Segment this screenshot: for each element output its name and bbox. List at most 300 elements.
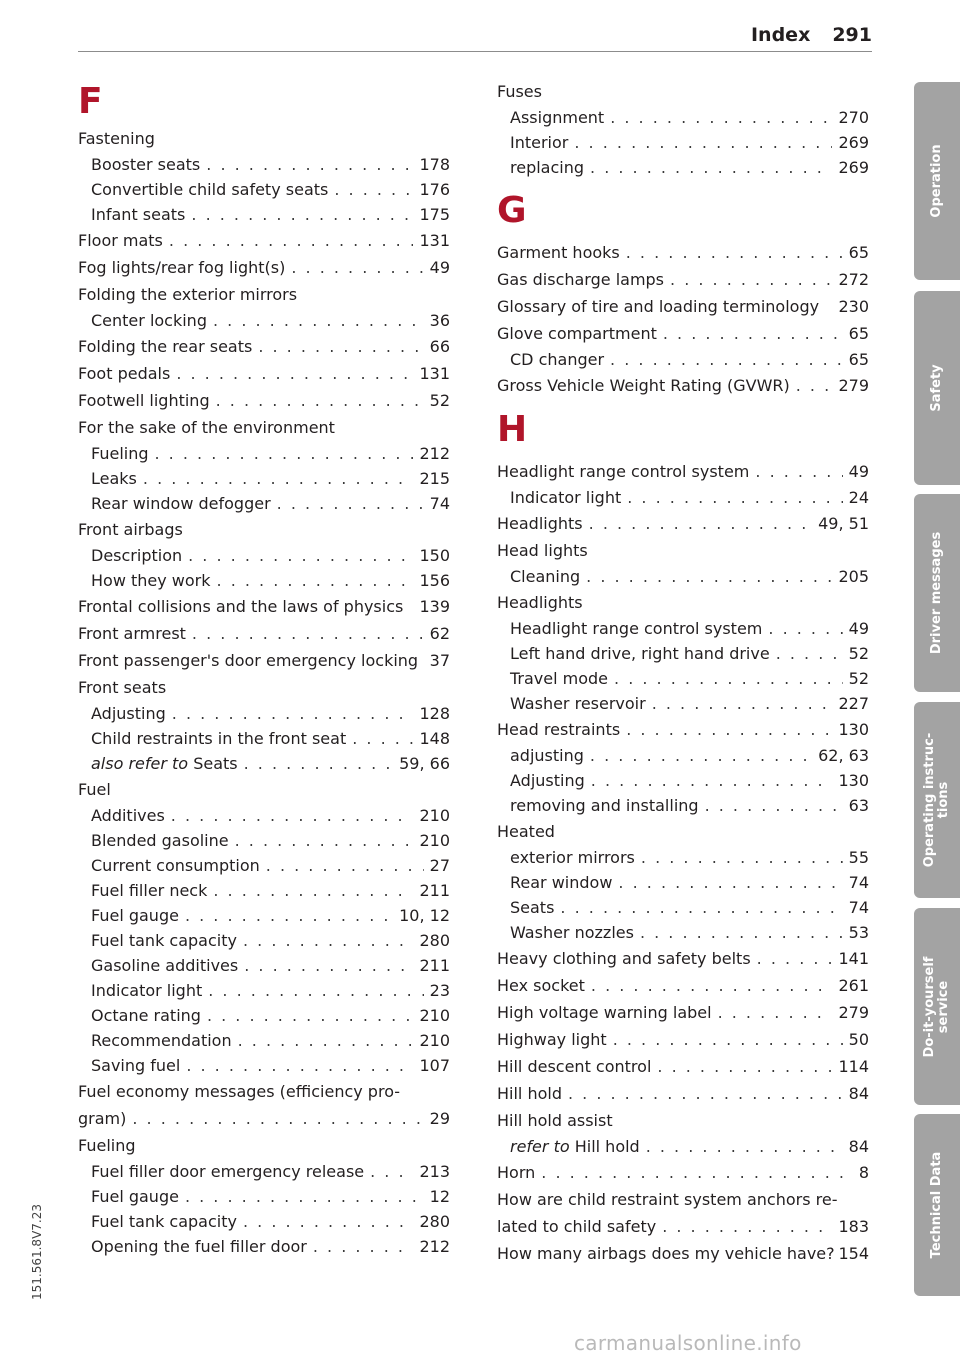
entry-text: exterior mirrors xyxy=(510,848,635,867)
page-reference[interactable]: 210 xyxy=(419,1006,450,1025)
dot-leader xyxy=(641,845,843,870)
page-reference[interactable]: 10, 12 xyxy=(399,906,450,925)
page-reference[interactable]: 139 xyxy=(419,597,450,616)
entry-label xyxy=(91,803,165,828)
entry-text: Headlight range control system xyxy=(497,462,750,481)
entry-text: Hill hold xyxy=(497,1084,562,1103)
section-tab[interactable] xyxy=(914,1114,960,1296)
page-reference[interactable]: 36 xyxy=(429,311,450,330)
entry-text: Folding the exterior mirrors xyxy=(78,285,298,304)
index-subentry xyxy=(497,1134,869,1159)
entry-text: Headlights xyxy=(497,593,583,612)
dot-leader xyxy=(313,1234,414,1259)
page-reference[interactable]: 8 xyxy=(858,1163,869,1182)
page-reference[interactable]: 84 xyxy=(848,1084,869,1103)
page-reference[interactable]: 114 xyxy=(838,1057,869,1076)
page-reference[interactable]: 74 xyxy=(429,494,450,513)
page-reference[interactable]: 230 xyxy=(838,297,869,316)
entry-text: Rear window defogger xyxy=(91,494,271,513)
page-reference[interactable]: 269 xyxy=(838,133,869,152)
index-entry xyxy=(78,647,450,674)
entry-text: Front passenger's door emergency locking xyxy=(78,651,419,670)
dot-leader xyxy=(243,1209,413,1234)
index-subentry xyxy=(497,564,869,589)
dot-leader xyxy=(591,972,833,999)
entry-label xyxy=(510,347,604,372)
index-entry xyxy=(497,1080,869,1107)
entry-text: Indicator light xyxy=(510,488,622,507)
page-reference[interactable]: 37 xyxy=(429,651,450,670)
index-subentry xyxy=(78,853,450,878)
entry-text: Washer reservoir xyxy=(510,694,646,713)
page-reference[interactable]: 52 xyxy=(429,391,450,410)
entry-text: Center locking xyxy=(91,311,207,330)
index-entry xyxy=(497,972,869,999)
entry-text: lated to child safety xyxy=(497,1217,657,1236)
entry-text: High voltage warning label xyxy=(497,1003,712,1022)
page-reference[interactable]: 215 xyxy=(419,469,450,488)
page-reference[interactable]: 131 xyxy=(419,231,450,250)
dot-leader xyxy=(586,564,832,589)
dot-leader xyxy=(705,793,843,818)
dot-leader xyxy=(186,1053,413,1078)
entry-text: Footwell lighting xyxy=(78,391,210,410)
entry-text: Seats xyxy=(510,898,555,917)
entry-label xyxy=(91,466,137,491)
entry-text: Interior xyxy=(510,133,569,152)
dot-leader xyxy=(614,666,843,691)
section-tab-label: Operation xyxy=(929,144,944,218)
entry-text: Horn xyxy=(497,1163,536,1182)
running-header xyxy=(751,24,872,46)
index-subentry xyxy=(497,485,869,510)
index-entry xyxy=(78,333,450,360)
entry-text: Folding the rear seats xyxy=(78,337,253,356)
entry-label xyxy=(91,726,346,751)
entry-text: Garment hooks xyxy=(497,243,620,262)
page-reference[interactable]: 66 xyxy=(429,337,450,356)
dot-leader xyxy=(244,953,413,978)
index-subentry xyxy=(78,543,450,568)
page-reference[interactable]: 107 xyxy=(419,1056,450,1075)
dot-leader xyxy=(143,466,414,491)
page-reference[interactable]: 52 xyxy=(848,669,869,688)
entry-label xyxy=(510,768,585,793)
dot-leader xyxy=(213,878,413,903)
dot-leader xyxy=(155,441,414,466)
dot-leader xyxy=(188,543,413,568)
page-reference[interactable]: 27 xyxy=(429,856,450,875)
entry-text: Assignment xyxy=(510,108,605,127)
entry-text: Child restraints in the front seat xyxy=(91,729,347,748)
dot-leader xyxy=(258,333,423,360)
entry-label xyxy=(91,878,207,903)
entry-label xyxy=(497,510,583,537)
dot-leader xyxy=(652,691,833,716)
index-subentry xyxy=(497,641,869,666)
entry-label xyxy=(78,1132,136,1159)
page-number: 291 xyxy=(832,24,872,46)
entry-label xyxy=(497,589,583,616)
entry-label xyxy=(78,227,163,254)
page-reference[interactable]: 154 xyxy=(838,1244,869,1263)
entry-text: Gross Vehicle Weight Rating (GVWR) xyxy=(497,376,790,395)
page-reference[interactable]: 272 xyxy=(838,270,869,289)
entry-label xyxy=(78,360,170,387)
entry-label xyxy=(91,828,229,853)
entry-text: Current consumption xyxy=(91,856,260,875)
page-reference[interactable]: 52 xyxy=(848,644,869,663)
section-tab[interactable] xyxy=(914,908,960,1105)
index-subentry xyxy=(497,743,869,768)
index-entry xyxy=(497,239,869,266)
page-reference[interactable]: 212 xyxy=(419,444,450,463)
document-code: 151.561.8V7.23 xyxy=(30,1204,44,1300)
entry-text: adjusting xyxy=(510,746,584,765)
entry-label xyxy=(78,620,186,647)
dot-leader xyxy=(207,1003,414,1028)
dot-leader xyxy=(176,360,413,387)
dot-leader xyxy=(370,1159,413,1184)
page-reference[interactable]: 62, 63 xyxy=(818,746,869,765)
entry-text: Rear window xyxy=(510,873,613,892)
entry-text: Description xyxy=(91,546,183,565)
entry-label xyxy=(91,1053,180,1078)
entry-text: Washer nozzles xyxy=(510,923,634,942)
dot-leader xyxy=(757,945,833,972)
dot-leader xyxy=(626,716,832,743)
page-reference[interactable]: 24 xyxy=(848,488,869,507)
index-subentry xyxy=(78,1209,450,1234)
entry-label xyxy=(91,928,237,953)
page-reference[interactable]: 212 xyxy=(419,1237,450,1256)
header-rule xyxy=(78,51,872,52)
entry-text: Fuel gauge xyxy=(91,906,179,925)
index-subentry xyxy=(78,878,450,903)
page-reference[interactable]: 128 xyxy=(419,704,450,723)
dot-leader xyxy=(618,870,842,895)
entry-label xyxy=(78,1105,126,1132)
entry-text: Leaks xyxy=(91,469,137,488)
index-subentry xyxy=(78,1234,450,1259)
index-entry xyxy=(497,266,869,293)
page-reference[interactable]: 227 xyxy=(838,694,869,713)
section-letter: F xyxy=(78,81,103,122)
index-entry xyxy=(497,458,869,485)
entry-label xyxy=(497,537,588,564)
entry-label xyxy=(497,1240,835,1267)
index-entry xyxy=(497,1186,869,1213)
entry-text: CD changer xyxy=(510,350,605,369)
index-subentry xyxy=(497,920,869,945)
entry-label xyxy=(91,1028,232,1053)
entry-text: How many airbags does my vehicle have? xyxy=(497,1244,835,1263)
page-reference[interactable]: 53 xyxy=(848,923,869,942)
index-subentry xyxy=(78,177,450,202)
index-entry xyxy=(497,510,869,537)
page-reference[interactable]: 59, 66 xyxy=(399,754,450,773)
dot-leader xyxy=(590,155,832,180)
entry-label xyxy=(78,333,252,360)
entry-label xyxy=(91,491,271,516)
page-reference[interactable]: 55 xyxy=(848,848,869,867)
dot-leader xyxy=(191,202,413,227)
page-reference[interactable]: 130 xyxy=(838,771,869,790)
entry-text: Hill hold xyxy=(574,1137,640,1156)
page-reference[interactable]: 210 xyxy=(419,806,450,825)
entry-label xyxy=(78,254,285,281)
entry-text: Head lights xyxy=(497,541,588,560)
index-subentry xyxy=(497,793,869,818)
dot-leader xyxy=(208,978,423,1003)
entry-label xyxy=(78,1078,400,1105)
dot-leader xyxy=(626,239,843,266)
page-reference[interactable]: 29 xyxy=(429,1109,450,1128)
index-subentry xyxy=(497,691,869,716)
page-reference[interactable]: 49 xyxy=(848,619,869,638)
index-subentry xyxy=(78,903,450,928)
entry-label xyxy=(497,972,585,999)
page-reference[interactable]: 12 xyxy=(429,1187,450,1206)
dot-leader xyxy=(171,803,414,828)
watermark: carmanualsonline.info xyxy=(574,1331,802,1355)
entry-label xyxy=(497,458,749,485)
entry-label xyxy=(78,387,210,414)
dot-leader xyxy=(132,1105,423,1132)
entry-text: Octane rating xyxy=(91,1006,201,1025)
entry-text: Fuses xyxy=(497,82,542,101)
entry-text: Fog lights/rear fog light(s) xyxy=(78,258,286,277)
index-subentry xyxy=(497,130,869,155)
page-reference[interactable]: 150 xyxy=(419,546,450,565)
cross-reference-prefix: refer to xyxy=(510,1137,570,1156)
entry-label xyxy=(91,1003,201,1028)
entry-text: Head restraints xyxy=(497,720,621,739)
page-reference[interactable]: 211 xyxy=(419,881,450,900)
section-tab[interactable] xyxy=(914,494,960,692)
page-reference[interactable]: 23 xyxy=(429,981,450,1000)
page-reference[interactable]: 280 xyxy=(419,931,450,950)
entry-label xyxy=(497,78,542,105)
index-subentry xyxy=(78,928,450,953)
entry-label xyxy=(497,999,712,1026)
entry-label xyxy=(91,953,238,978)
dot-leader xyxy=(216,387,424,414)
page-reference[interactable]: 279 xyxy=(838,376,869,395)
entry-label xyxy=(510,485,621,510)
entry-text: Additives xyxy=(91,806,165,825)
page-reference[interactable]: 74 xyxy=(848,898,869,917)
index-subentry xyxy=(497,845,869,870)
entry-label xyxy=(91,978,202,1003)
page-reference[interactable]: 141 xyxy=(838,949,869,968)
index-subentry xyxy=(78,1159,450,1184)
index-entry xyxy=(78,414,450,441)
dot-leader xyxy=(589,510,812,537)
entry-label xyxy=(510,666,608,691)
page-reference[interactable]: 183 xyxy=(838,1217,869,1236)
entry-label xyxy=(78,281,297,308)
dot-leader xyxy=(657,1053,832,1080)
entry-label xyxy=(497,1026,607,1053)
dot-leader xyxy=(663,320,843,347)
page-reference[interactable]: 210 xyxy=(419,1031,450,1050)
entry-text: Fuel gauge xyxy=(91,1187,179,1206)
index-subentry xyxy=(78,1003,450,1028)
page-reference[interactable]: 279 xyxy=(838,1003,869,1022)
entry-label xyxy=(497,1107,613,1134)
page-reference[interactable]: 65 xyxy=(848,350,869,369)
page-reference[interactable]: 205 xyxy=(838,567,869,586)
dot-leader xyxy=(235,828,414,853)
page-reference[interactable]: 211 xyxy=(419,956,450,975)
entry-text: Front airbags xyxy=(78,520,183,539)
page-reference[interactable]: 130 xyxy=(838,720,869,739)
page-reference[interactable]: 270 xyxy=(838,108,869,127)
entry-text: Heavy clothing and safety belts xyxy=(497,949,751,968)
index-entry xyxy=(78,516,450,543)
page-reference[interactable]: 63 xyxy=(848,796,869,815)
entry-label xyxy=(510,1134,640,1159)
entry-label xyxy=(497,293,819,320)
entry-label xyxy=(91,308,207,333)
entry-text: Saving fuel xyxy=(91,1056,181,1075)
page-reference[interactable]: 156 xyxy=(419,571,450,590)
page-reference[interactable]: 84 xyxy=(848,1137,869,1156)
entry-label xyxy=(91,1184,179,1209)
dot-leader xyxy=(560,895,842,920)
page-reference[interactable]: 269 xyxy=(838,158,869,177)
page-reference[interactable]: 176 xyxy=(419,180,450,199)
dot-leader xyxy=(568,1080,843,1107)
page-reference[interactable]: 65 xyxy=(848,324,869,343)
entry-text: removing and installing xyxy=(510,796,699,815)
entry-label xyxy=(91,543,182,568)
page-reference[interactable]: 74 xyxy=(848,873,869,892)
entry-label xyxy=(91,441,149,466)
entry-label xyxy=(510,105,604,130)
index-column-right xyxy=(497,78,869,1267)
index-entry xyxy=(497,1159,869,1186)
entry-label xyxy=(91,1209,237,1234)
entry-label xyxy=(510,920,634,945)
entry-label xyxy=(78,593,403,620)
index-subentry xyxy=(78,441,450,466)
entry-label xyxy=(497,320,657,347)
section-tab-label: Do-it-yourself service xyxy=(922,956,951,1057)
entry-text: replacing xyxy=(510,158,585,177)
dot-leader xyxy=(206,152,413,177)
page-reference[interactable]: 131 xyxy=(419,364,450,383)
entry-label xyxy=(91,202,185,227)
index-entry xyxy=(497,78,869,105)
page-reference[interactable]: 49 xyxy=(848,462,869,481)
entry-text: Adjusting xyxy=(510,771,585,790)
section-tab[interactable] xyxy=(914,291,960,485)
dot-leader xyxy=(768,616,842,641)
entry-text: Glove compartment xyxy=(497,324,657,343)
index-subentry xyxy=(78,1184,450,1209)
page-reference[interactable]: 280 xyxy=(419,1212,450,1231)
index-entry xyxy=(78,674,450,701)
dot-leader xyxy=(541,1159,853,1186)
index-subentry xyxy=(78,568,450,593)
entry-text: Highway light xyxy=(497,1030,607,1049)
dot-leader xyxy=(172,701,414,726)
entry-label xyxy=(497,1186,837,1213)
index-subentry xyxy=(497,105,869,130)
page-reference[interactable]: 49, 51 xyxy=(818,514,869,533)
entry-text: Opening the fuel filler door xyxy=(91,1237,307,1256)
index-subentry xyxy=(78,751,450,776)
dot-leader xyxy=(610,347,843,372)
index-entry xyxy=(78,281,450,308)
index-subentry xyxy=(497,347,869,372)
page-reference[interactable]: 175 xyxy=(419,205,450,224)
page-reference[interactable]: 210 xyxy=(419,831,450,850)
section-tab[interactable] xyxy=(914,82,960,280)
index-entry xyxy=(497,537,869,564)
entry-text: Fuel filler neck xyxy=(91,881,208,900)
entry-text: Fuel filler door emergency release xyxy=(91,1162,365,1181)
dot-leader xyxy=(755,458,842,485)
entry-text: How are child restraint system anchors re- xyxy=(497,1190,838,1209)
section-tab[interactable] xyxy=(914,702,960,898)
page-reference[interactable]: 178 xyxy=(419,155,450,174)
index-subentry xyxy=(78,726,450,751)
entry-text: Headlights xyxy=(497,514,583,533)
page-reference[interactable]: 50 xyxy=(848,1030,869,1049)
dot-leader xyxy=(352,726,413,751)
entry-label xyxy=(91,903,179,928)
page-reference[interactable]: 49 xyxy=(429,258,450,277)
page-reference[interactable]: 62 xyxy=(429,624,450,643)
dot-leader xyxy=(185,1184,424,1209)
entry-text: Left hand drive, right hand drive xyxy=(510,644,770,663)
entry-text: Gas discharge lamps xyxy=(497,270,665,289)
dot-leader xyxy=(192,620,424,647)
entry-label xyxy=(91,1159,364,1184)
entry-text: Recommendation xyxy=(91,1031,232,1050)
entry-text: Fueling xyxy=(91,444,149,463)
index-subentry xyxy=(78,1053,450,1078)
entry-text: For the sake of the environment xyxy=(78,418,335,437)
entry-label xyxy=(91,701,166,726)
entry-label xyxy=(497,1053,651,1080)
index-subentry xyxy=(78,803,450,828)
entry-label xyxy=(510,130,568,155)
index-entry xyxy=(78,387,450,414)
entry-text: Fuel tank capacity xyxy=(91,1212,237,1231)
page-reference[interactable]: 148 xyxy=(419,729,450,748)
index-entry xyxy=(497,1240,869,1267)
dot-leader xyxy=(277,491,424,516)
entry-label xyxy=(91,751,238,776)
entry-text: gram) xyxy=(78,1109,127,1128)
entry-label xyxy=(497,716,620,743)
page-reference[interactable]: 213 xyxy=(419,1162,450,1181)
entry-label xyxy=(510,691,646,716)
page-reference[interactable]: 261 xyxy=(838,976,869,995)
dot-leader xyxy=(213,308,424,333)
entry-text: Seats xyxy=(193,754,238,773)
page-reference[interactable]: 65 xyxy=(848,243,869,262)
index-entry xyxy=(78,125,450,152)
dot-leader xyxy=(217,568,414,593)
index-entry xyxy=(497,945,869,972)
index-entry xyxy=(78,360,450,387)
dot-leader xyxy=(646,1134,843,1159)
